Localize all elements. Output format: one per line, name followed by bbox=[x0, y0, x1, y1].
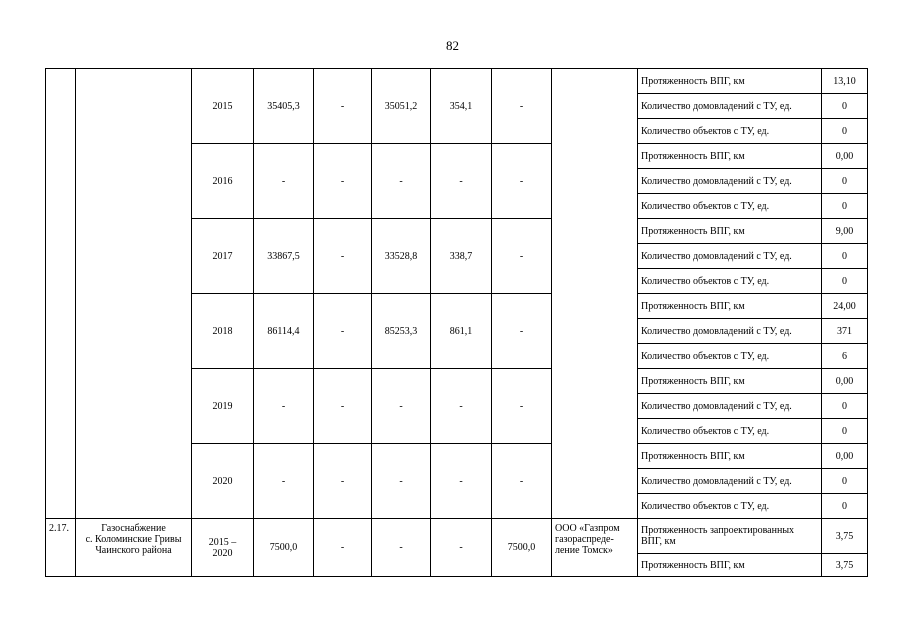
indicator-value: 0 bbox=[822, 494, 868, 519]
indicator-name: Количество домовладений с ТУ, ед. bbox=[638, 394, 822, 419]
program-table bbox=[45, 68, 868, 577]
year-cell: 2018 bbox=[192, 294, 254, 369]
investor-cell: 85253,3 bbox=[372, 294, 431, 369]
investor-cell: - bbox=[372, 369, 431, 444]
table-body bbox=[46, 69, 868, 577]
total-cell: 35405,3 bbox=[254, 69, 314, 144]
item-name: Газоснабжение с. Коломинские Гривы Чаинского района bbox=[76, 519, 192, 577]
indicator-name: Протяженность ВПГ, км bbox=[638, 69, 822, 94]
regional-cell: - bbox=[431, 144, 492, 219]
investor-cell: 35051,2 bbox=[372, 69, 431, 144]
indicator-name: Количество объектов с ТУ, ед. bbox=[638, 419, 822, 444]
indicator-value: 0 bbox=[822, 244, 868, 269]
table-row bbox=[46, 519, 868, 554]
year-cell: 2015 bbox=[192, 69, 254, 144]
indicator-value: 0 bbox=[822, 419, 868, 444]
other-cell: - bbox=[492, 369, 552, 444]
federal-cell: - bbox=[314, 294, 372, 369]
indicator-value: 0 bbox=[822, 94, 868, 119]
year-cell: 2019 bbox=[192, 369, 254, 444]
indicator-value: 0 bbox=[822, 194, 868, 219]
total-cell: 7500,0 bbox=[254, 519, 314, 577]
indicator-value: 3,75 bbox=[822, 519, 868, 554]
regional-cell: 338,7 bbox=[431, 219, 492, 294]
indicator-name: Количество домовладений с ТУ, ед. bbox=[638, 319, 822, 344]
indicator-name: Протяженность ВПГ, км bbox=[638, 144, 822, 169]
investor-cell: 33528,8 bbox=[372, 219, 431, 294]
indicator-name: Протяженность ВПГ, км bbox=[638, 444, 822, 469]
indicator-name: Количество объектов с ТУ, ед. bbox=[638, 344, 822, 369]
name-cell bbox=[76, 69, 192, 519]
investor-cell: - bbox=[372, 144, 431, 219]
table-row bbox=[46, 69, 868, 94]
indicator-value: 0,00 bbox=[822, 369, 868, 394]
indicator-value: 6 bbox=[822, 344, 868, 369]
year-cell: 2020 bbox=[192, 444, 254, 519]
indicator-value: 9,00 bbox=[822, 219, 868, 244]
indicator-value: 0 bbox=[822, 119, 868, 144]
indicator-value: 3,75 bbox=[822, 554, 868, 577]
investor-cell: - bbox=[372, 519, 431, 577]
total-cell: - bbox=[254, 444, 314, 519]
indicator-name: Количество домовладений с ТУ, ед. bbox=[638, 94, 822, 119]
indicator-name: Количество домовладений с ТУ, ед. bbox=[638, 244, 822, 269]
regional-cell: - bbox=[431, 444, 492, 519]
item-organization: ООО «Газпром газораспреде- ление Томск» bbox=[552, 519, 638, 577]
org-cell bbox=[552, 69, 638, 519]
indicator-value: 0 bbox=[822, 394, 868, 419]
year-cell: 2017 bbox=[192, 219, 254, 294]
other-cell: - bbox=[492, 294, 552, 369]
indicator-name: Протяженность запроектированных ВПГ, км bbox=[638, 519, 822, 554]
indicator-name: Количество объектов с ТУ, ед. bbox=[638, 119, 822, 144]
federal-cell: - bbox=[314, 144, 372, 219]
federal-cell: - bbox=[314, 219, 372, 294]
indicator-value: 0 bbox=[822, 269, 868, 294]
num-cell bbox=[46, 69, 76, 519]
indicator-name: Количество объектов с ТУ, ед. bbox=[638, 269, 822, 294]
indicator-name: Протяженность ВПГ, км bbox=[638, 554, 822, 577]
regional-cell: - bbox=[431, 369, 492, 444]
regional-cell: 861,1 bbox=[431, 294, 492, 369]
year-cell: 2016 bbox=[192, 144, 254, 219]
indicator-name: Количество домовладений с ТУ, ед. bbox=[638, 469, 822, 494]
other-cell: - bbox=[492, 69, 552, 144]
indicator-name: Количество объектов с ТУ, ед. bbox=[638, 494, 822, 519]
federal-cell: - bbox=[314, 369, 372, 444]
other-cell: - bbox=[492, 219, 552, 294]
indicator-value: 13,10 bbox=[822, 69, 868, 94]
item-years: 2015 – 2020 bbox=[192, 519, 254, 577]
total-cell: - bbox=[254, 369, 314, 444]
other-cell: 7500,0 bbox=[492, 519, 552, 577]
regional-cell: - bbox=[431, 519, 492, 577]
indicator-value: 371 bbox=[822, 319, 868, 344]
indicator-name: Количество домовладений с ТУ, ед. bbox=[638, 169, 822, 194]
federal-cell: - bbox=[314, 444, 372, 519]
indicator-name: Протяженность ВПГ, км bbox=[638, 219, 822, 244]
investor-cell: - bbox=[372, 444, 431, 519]
indicator-value: 0 bbox=[822, 469, 868, 494]
regional-cell: 354,1 bbox=[431, 69, 492, 144]
indicator-name: Протяженность ВПГ, км bbox=[638, 369, 822, 394]
indicator-value: 24,00 bbox=[822, 294, 868, 319]
total-cell: 33867,5 bbox=[254, 219, 314, 294]
federal-cell: - bbox=[314, 69, 372, 144]
total-cell: - bbox=[254, 144, 314, 219]
total-cell: 86114,4 bbox=[254, 294, 314, 369]
indicator-value: 0,00 bbox=[822, 144, 868, 169]
other-cell: - bbox=[492, 144, 552, 219]
item-number: 2.17. bbox=[46, 519, 76, 577]
federal-cell: - bbox=[314, 519, 372, 577]
other-cell: - bbox=[492, 444, 552, 519]
indicator-value: 0 bbox=[822, 169, 868, 194]
indicator-name: Протяженность ВПГ, км bbox=[638, 294, 822, 319]
indicator-value: 0,00 bbox=[822, 444, 868, 469]
page-number: 82 bbox=[446, 38, 459, 53]
indicator-name: Количество объектов с ТУ, ед. bbox=[638, 194, 822, 219]
